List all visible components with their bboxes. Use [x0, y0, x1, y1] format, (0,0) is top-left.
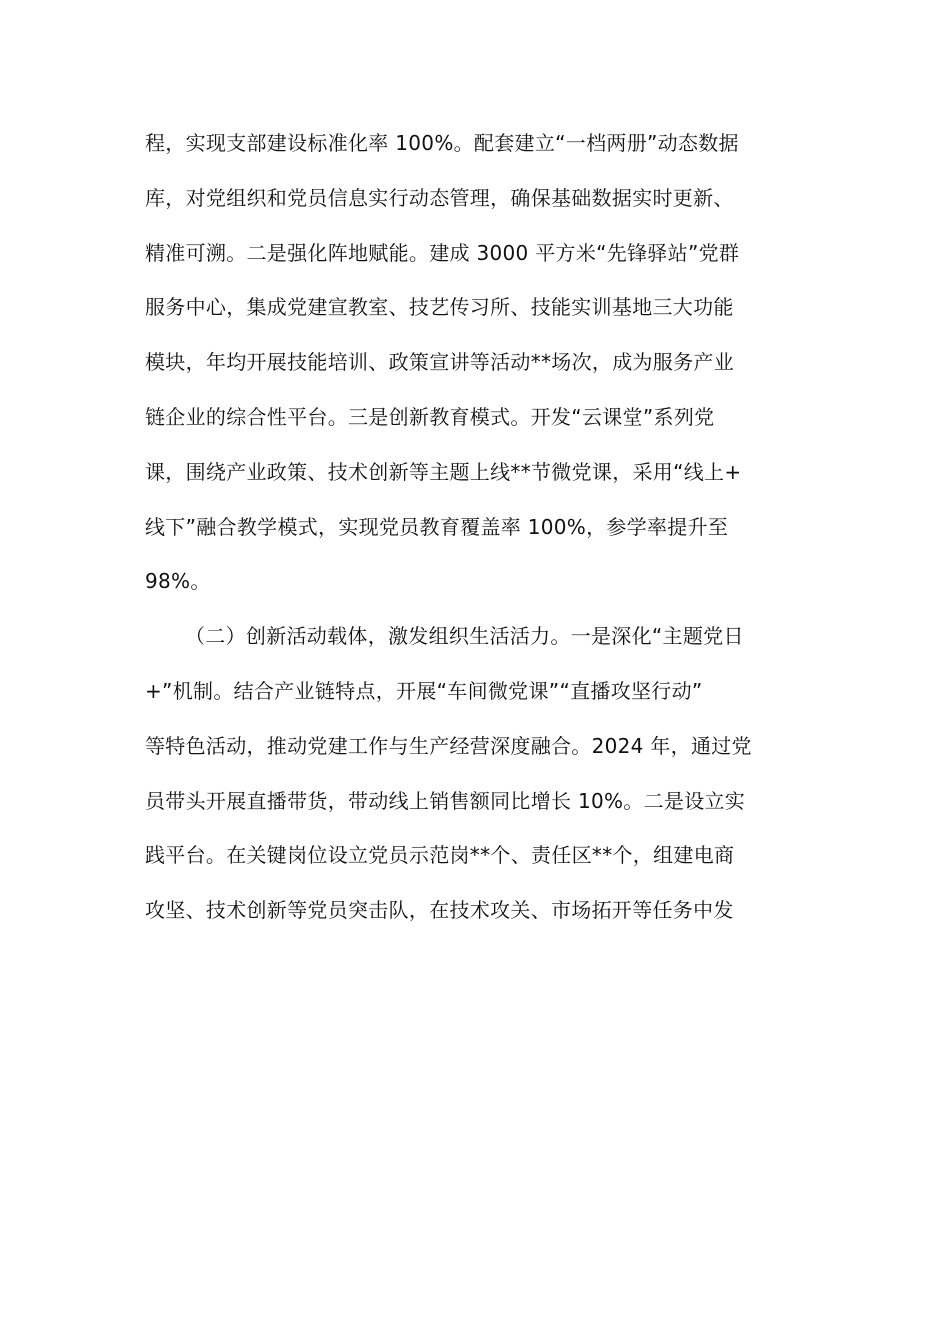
text-line: 98%。 — [145, 569, 211, 594]
text-line: 攻坚、技术创新等党员突击队，在技术攻关、市场拓开等任务中发 — [145, 898, 734, 923]
text-line: 程，实现支部建设标准化率 100%。配套建立“一档两册”动态数据 — [145, 131, 739, 155]
text-line: 链企业的综合性平台。三是创新教育模式。开发“云课堂”系列党 — [145, 404, 715, 429]
text-line: +”机制。结合产业链特点，开展“车间微党课”“直播攻坚行动” — [145, 678, 703, 703]
text-line: 等特色活动，推动党建工作与生产经营深度融合。2024 年，通过党 — [145, 733, 752, 758]
text-line: 服务中心，集成党建宣教室、技艺传习所、技能实训基地三大功能 — [145, 295, 734, 320]
text-line: 线下”融合教学模式，实现党员教育覆盖率 100%，参学率提升至 — [145, 514, 729, 539]
text-line: 课，围绕产业政策、技术创新等主题上线**节微党课，采用“线上+ — [145, 459, 742, 484]
section-heading-line: （二）创新活动载体，激发组织生活活力。一是深化“主题党日 — [185, 624, 744, 649]
body-text — [145, 116, 807, 938]
text-line: 精准可溯。二是强化阵地赋能。建成 3000 平方米“先锋驿站”党群 — [145, 240, 740, 265]
text-line: 员带头开展直播带货，带动线上销售额同比增长 10%。二是设立实 — [145, 788, 746, 813]
text-line: 库，对党组织和党员信息实行动态管理，确保基础数据实时更新、 — [145, 185, 734, 210]
text-line: 模块，年均开展技能培训、政策宣讲等活动**场次，成为服务产业 — [145, 350, 734, 375]
text-line: 践平台。在关键岗位设立党员示范岗**个、责任区**个，组建电商 — [145, 843, 735, 868]
